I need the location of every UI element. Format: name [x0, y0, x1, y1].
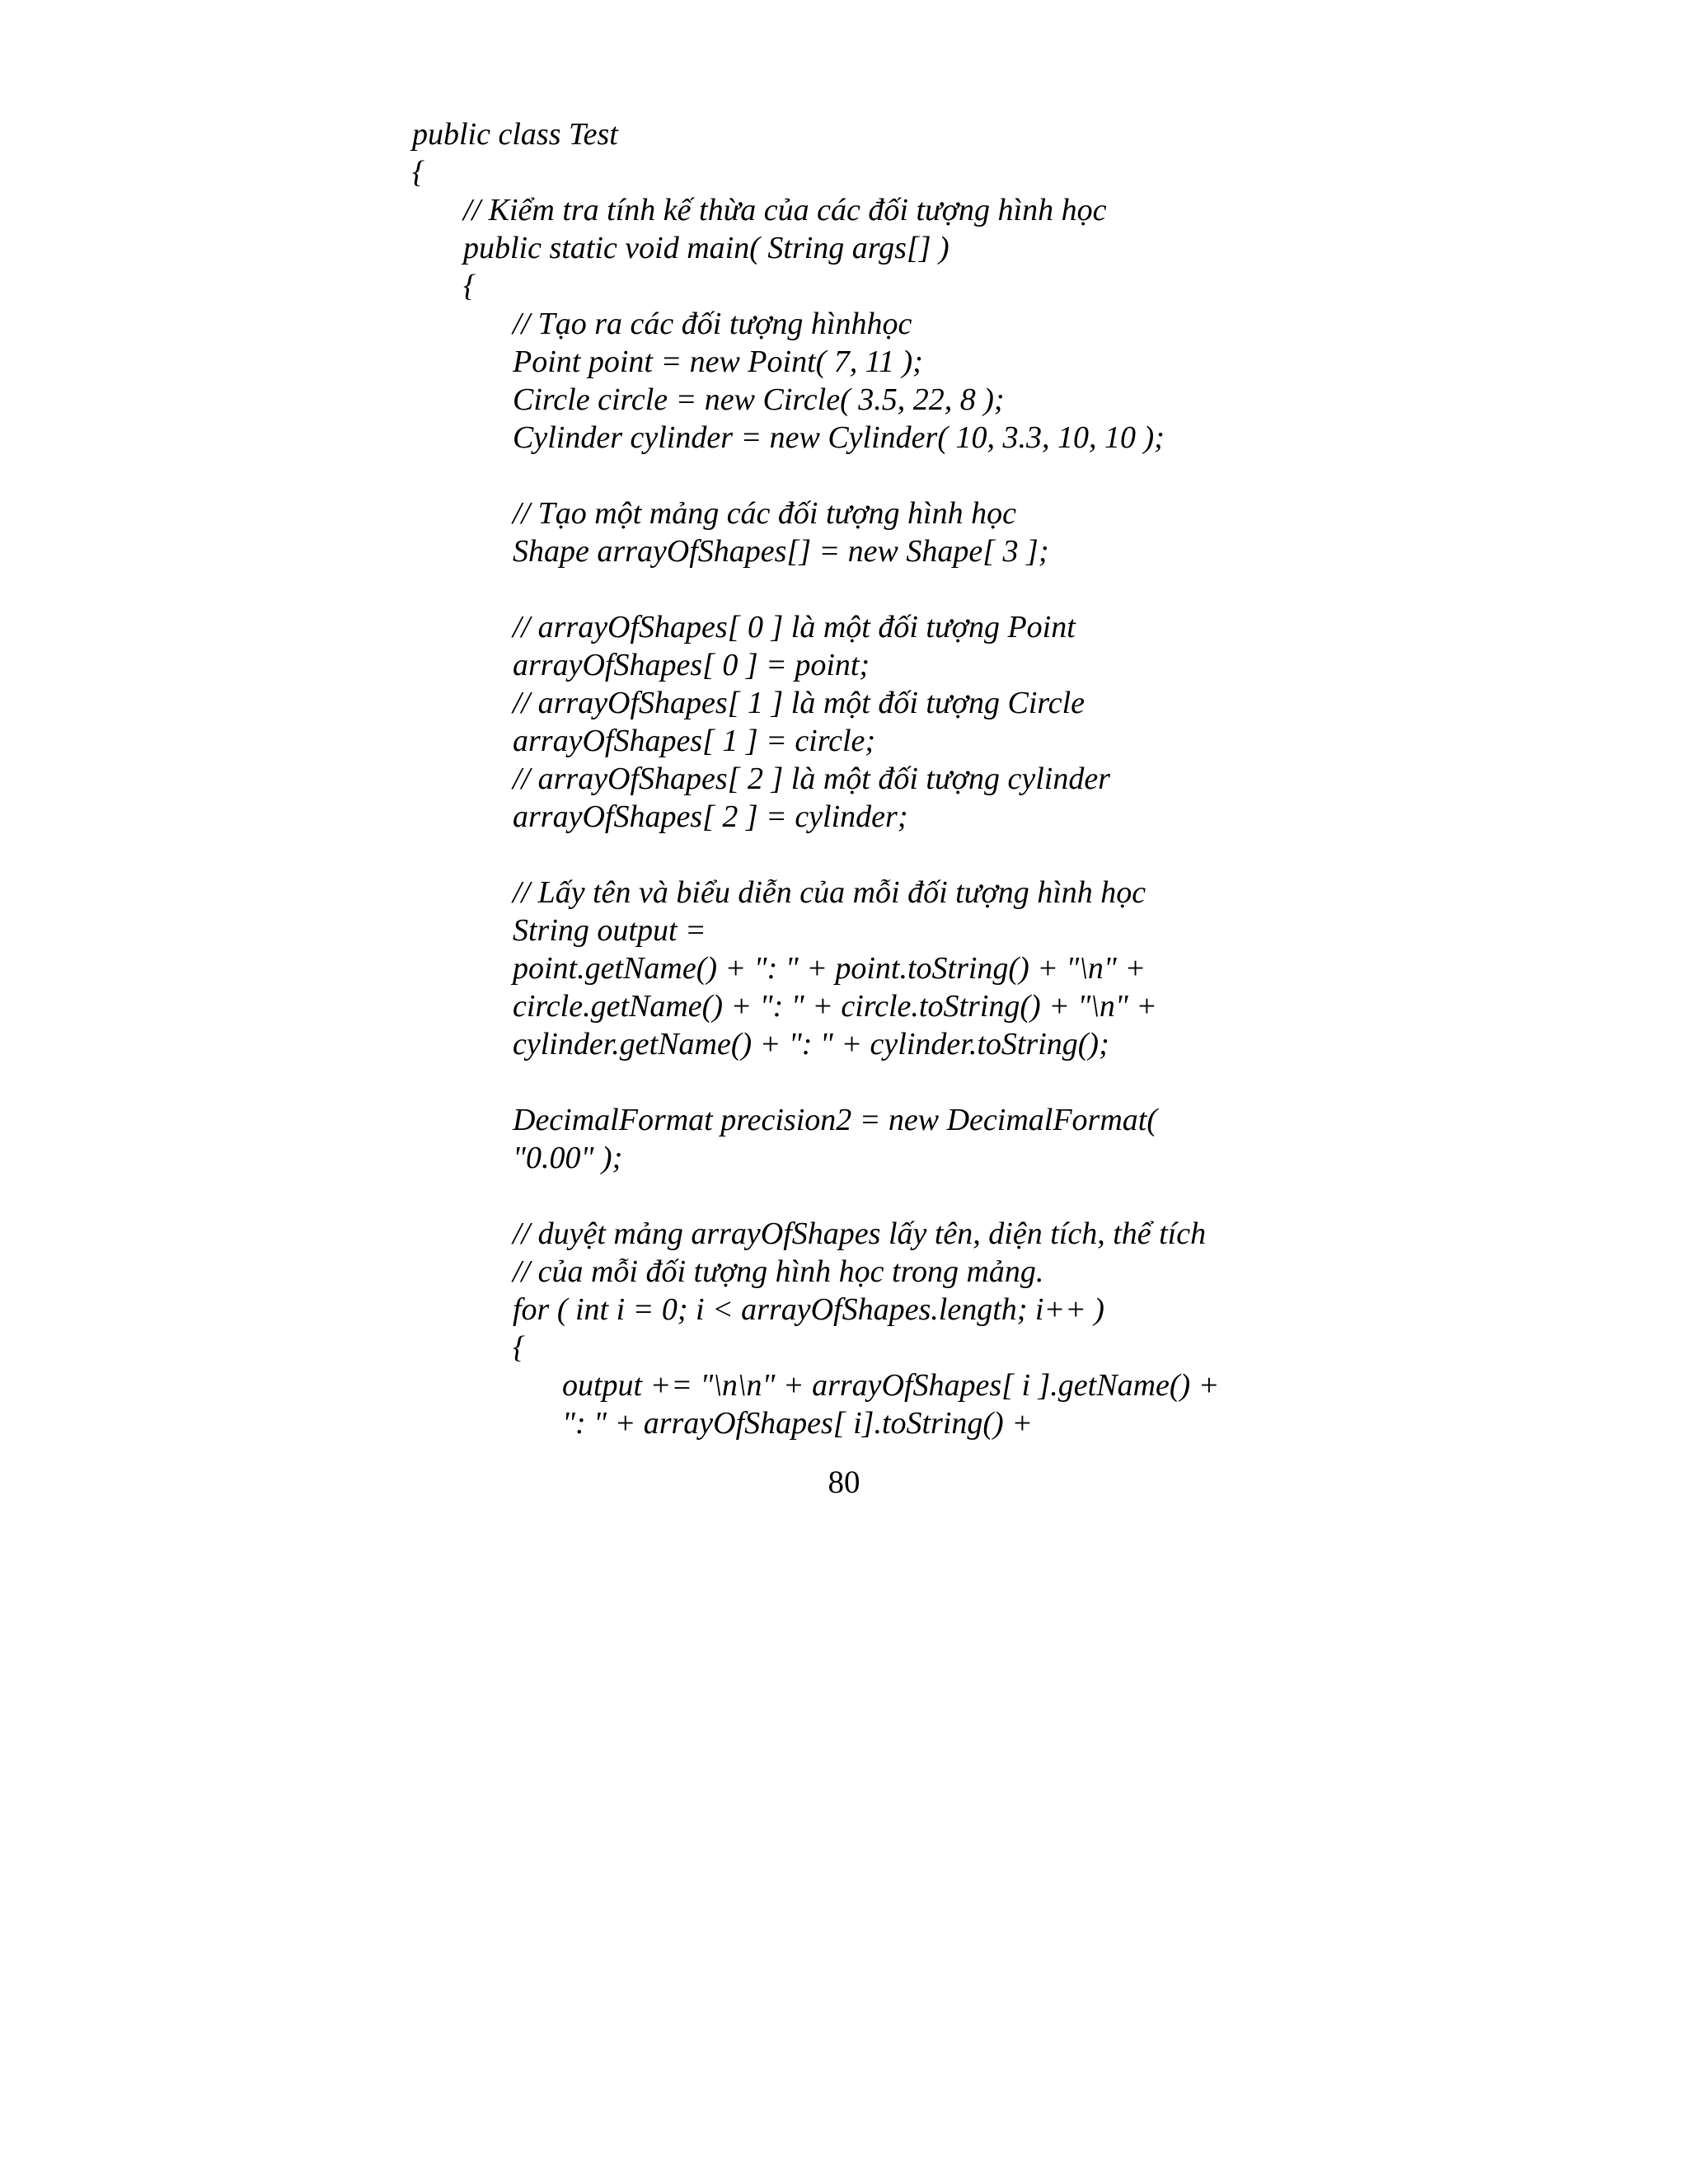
code-line: arrayOfShapes[ 2 ] = cylinder;	[513, 799, 908, 834]
code-comment: // Tạo một mảng các đối tượng hình học	[513, 496, 1016, 531]
code-line: Cylinder cylinder = new Cylinder( 10, 3.3, 10, 10 );	[513, 420, 1165, 455]
code-line: public static void main( String args[] )	[463, 231, 950, 265]
code-line: Point point = new Point( 7, 11 );	[513, 344, 923, 379]
code-line: output += "\n\n" + arrayOfShapes[ i ].getName() +	[562, 1368, 1220, 1403]
code-line: arrayOfShapes[ 0 ] = point;	[513, 648, 870, 682]
page-number: 80	[828, 1465, 860, 1500]
code-line: Circle circle = new Circle( 3.5, 22, 8 );	[513, 382, 1005, 417]
code-line: cylinder.getName() + ": " + cylinder.toString();	[513, 1027, 1109, 1062]
code-line: public class Test	[412, 117, 618, 152]
code-line: {	[463, 269, 476, 303]
code-comment: // arrayOfShapes[ 2 ] là một đối tượng cylinder	[513, 762, 1110, 796]
code-line: "0.00" );	[513, 1141, 623, 1175]
code-comment: // Tạo ra các đối tượng hìnhhọc	[513, 307, 912, 341]
code-comment: // arrayOfShapes[ 0 ] là một đối tượng Point	[513, 610, 1076, 644]
code-comment: // của mỗi đối tượng hình học trong mảng.	[513, 1254, 1044, 1289]
code-line: circle.getName() + ": " + circle.toString() + "\n" +	[513, 989, 1157, 1024]
code-line: for ( int i = 0; i < arrayOfShapes.length; i++ )	[513, 1292, 1104, 1327]
code-line: arrayOfShapes[ 1 ] = circle;	[513, 724, 876, 758]
code-line: point.getName() + ": " + point.toString() + "\n" +	[513, 951, 1146, 986]
code-line: {	[412, 155, 425, 190]
code-line: ": " + arrayOfShapes[ i].toString() +	[562, 1406, 1033, 1441]
code-line: String output =	[513, 913, 706, 948]
code-comment: // Lấy tên và biểu diễn của mỗi đối tượng hình học	[513, 875, 1146, 910]
code-comment: // Kiểm tra tính kế thừa của các đối tượng hình học	[463, 193, 1107, 227]
code-line: DecimalFormat precision2 = new DecimalFormat(	[513, 1103, 1157, 1137]
code-comment: // duyệt mảng arrayOfShapes lấy tên, diện tích, thể tích	[513, 1216, 1207, 1251]
code-line: {	[513, 1330, 526, 1365]
code-line: Shape arrayOfShapes[] = new Shape[ 3 ];	[513, 534, 1049, 569]
code-comment: // arrayOfShapes[ 1 ] là một đối tượng Circle	[513, 686, 1085, 720]
